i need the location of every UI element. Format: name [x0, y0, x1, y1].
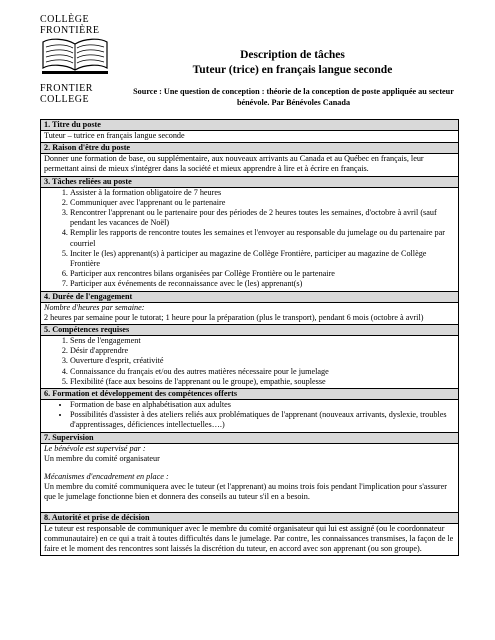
list-item: 5. Flexibilité (face aux besoins de l'apprenant ou le groupe), empathie, souplesse: [70, 377, 455, 387]
list-item: 5. Inciter le (les) apprenant(s) à participer au magazine de Collège Frontière, participer au magazine de Collège Frontière: [70, 249, 455, 269]
section-1-text: Tuteur – tutrice en français langue seconde: [44, 131, 185, 140]
section-3-body: [41, 187, 458, 291]
section-4-body: [41, 302, 458, 324]
list-item: 1. Assister à la formation obligatoire de 7 heures: [70, 188, 455, 198]
section-7-text-2: Un membre du comité communiquera avec le tuteur (et l'apprenant) au moins trois fois pendant l'implication pour s'assurer que le jumelage fonctionne bien et donnera des conseils au tuteur s'il en a besoin.: [44, 482, 447, 502]
section-6-heading: 6. Formation et développement des compétences offerts: [41, 388, 458, 399]
job-description-table: [40, 119, 459, 556]
section-4-heading: 4. Durée de l'engagement: [41, 291, 458, 302]
section-7-body: [41, 443, 458, 512]
section-1-heading: 1. Titre du poste: [41, 120, 458, 130]
logo-line-4: COLLEGE: [40, 94, 90, 105]
section-7-label-2: Mécanismes d'encadrement en place :: [44, 472, 169, 482]
document-subtitle: Tuteur (trice) en français langue seconde: [192, 64, 393, 76]
logo-line-2: FRONTIÈRE: [40, 25, 100, 36]
section-6-list: [44, 400, 455, 431]
section-5-heading: 5. Compétences requises: [41, 324, 458, 335]
list-item: 3. Ouverture d'esprit, créativité: [70, 356, 455, 366]
section-2-heading: 2. Raison d'être du poste: [41, 142, 458, 153]
source-note: Source : Une question de conception : théorie de la conception de poste appliquée au secteur bénévole. Par Bénévoles Canada: [133, 87, 454, 107]
section-8-body: [41, 523, 458, 556]
section-5-list: [44, 336, 455, 387]
section-6-body: [41, 399, 458, 432]
list-item: 4. Connaissance du français et/ou des autres matières nécessaire pour le jumelage: [70, 367, 455, 377]
list-item: 7. Participer aux événements de reconnaissance avec le (les) apprenant(s): [70, 279, 455, 289]
list-item: • Possibilités d'assister à des ateliers reliés aux problématiques de l'apprenant (nouveaux arrivants, dyslexie, troubles d'apprentissages, déficiences intellectuelles….): [70, 410, 455, 430]
section-7-heading: 7. Supervision: [41, 432, 458, 443]
list-item: 3. Rencontrer l'apprenant ou le partenaire pour des périodes de 2 heures toutes les semaines, d'octobre à avril (sauf pendant les vacances de Noël): [70, 208, 455, 228]
book-emblem-icon: [40, 38, 118, 81]
section-8-text: Le tuteur est responsable de communiquer avec le membre du comité organisateur qui lui est assigné (ou le coordonnateur communautaire) en ce qui a trait à toutes difficultés dans le jumelage. Par contre, les connaissances transmises, la façon de le faire et le moment des rencontres sont laissés la discrétion du tuteur, en accord avec son apprenant (ou son groupe).: [44, 523, 454, 554]
list-item: • Formation de base en alphabétisation aux adultes: [70, 400, 455, 410]
list-item: 2. Communiquer avec l'apprenant ou le partenaire: [70, 198, 455, 208]
college-logo: [40, 14, 118, 105]
list-item: 1. Sens de l'engagement: [70, 336, 455, 346]
section-7-label-1: Le bénévole est supervisé par :: [44, 443, 146, 453]
section-8-heading: 8. Autorité et prise de décision: [41, 512, 458, 523]
list-item: 4. Remplir les rapports de rencontre toutes les semaines et l'envoyer au responsable du jumelage ou du partenaire par courriel: [70, 228, 455, 248]
section-2-body: [41, 153, 458, 175]
list-item: 6. Participer aux rencontres bilans organisées par Collège Frontière ou le partenaire: [70, 269, 455, 279]
section-5-body: [41, 335, 458, 388]
section-1-body: [41, 130, 458, 142]
section-3-list: [44, 188, 455, 290]
document-title: Description de tâches: [240, 49, 345, 61]
section-3-heading: 3. Tâches reliées au poste: [41, 176, 458, 187]
section-7-text-1: Un membre du comité organisateur: [44, 453, 160, 463]
logo-line-1: COLLÈGE: [40, 14, 90, 25]
document-header: [120, 48, 465, 78]
section-4-label: Nombre d'heures par semaine:: [44, 302, 145, 312]
list-item: 2. Désir d'apprendre: [70, 346, 455, 356]
section-4-text: 2 heures par semaine pour le tutorat; 1 heure pour la préparation (plus le transport), pendant 6 mois (octobre à avril): [44, 312, 424, 322]
section-2-text: Donner une formation de base, ou supplémentaire, aux nouveaux arrivants au Canada et au Québec en français, leur permettant ainsi de mieux s'intégrer dans la société et mieux apprendre à lire et à écrire en français.: [44, 154, 424, 174]
logo-line-3: FRONTIER: [40, 83, 93, 94]
